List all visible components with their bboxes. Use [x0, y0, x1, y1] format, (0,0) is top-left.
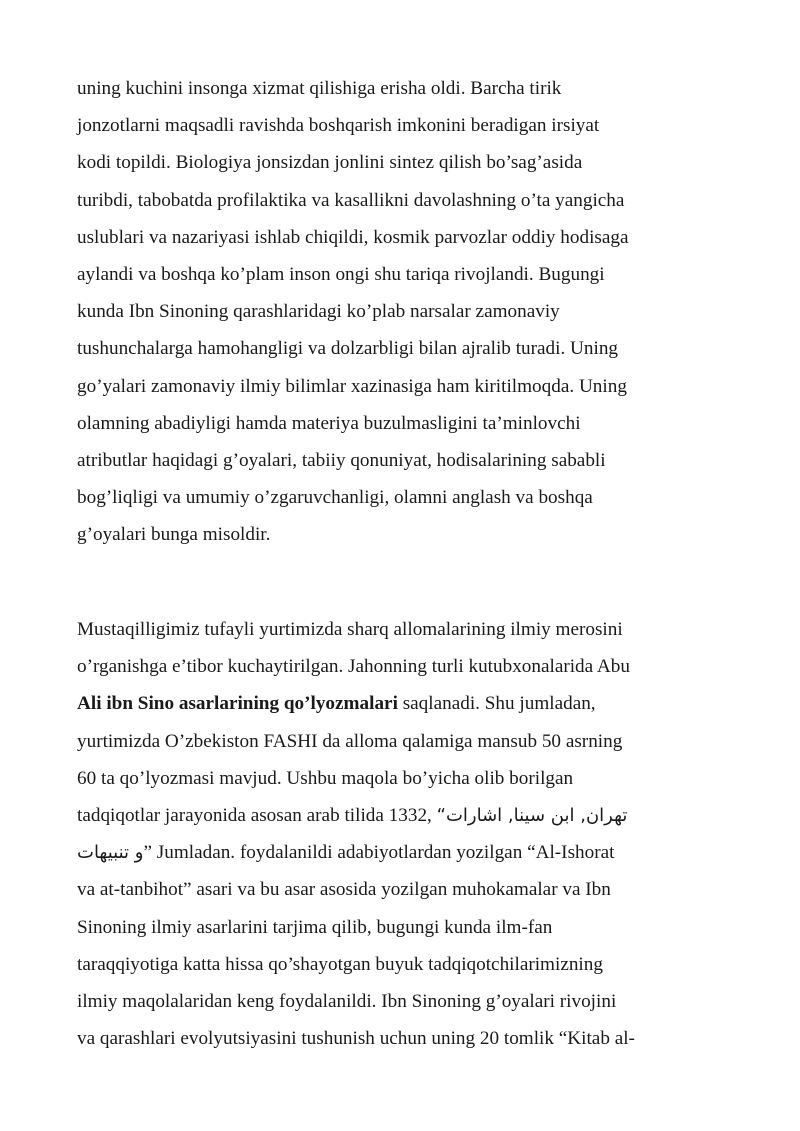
text-line	[77, 834, 737, 871]
text-line	[77, 797, 737, 834]
text-span: saqlanadi. Shu jumladan,	[397, 693, 596, 715]
text-line: kodi topildi. Biologiya jonsizdan jonlini sintez qilish bo’sag’asida	[77, 152, 583, 174]
text-line: Mustaqilligimiz tufayli yurtimizda sharq allomalarining ilmiy merosini	[77, 619, 623, 640]
text-line: taraqqiyotiga katta hissa qo’shayotgan buyuk tadqiqotchilarimizning	[77, 953, 603, 975]
text-line: uslublari va nazariyasi ishlab chiqildi, kosmik parvozlar oddiy hodisaga	[77, 226, 629, 248]
text-line	[77, 685, 737, 722]
text-line: va qarashlari evolyutsiyasini tushunish uchun uning 20 tomlik “Kitab al-	[77, 1028, 635, 1050]
text-line: tushunchalarga hamohangligi va dolzarbligi bilan ajralib turadi. Uning	[77, 338, 619, 360]
text-line: olamning abadiyligi hamda materiya buzulmasligini ta’minlovchi	[77, 412, 581, 434]
text-line: bog’liqligi va umumiy o’zgaruvchanligi, olamni anglash va boshqa	[77, 487, 593, 509]
text-span: tadqiqotlar jarayonida asosan arab tilida 1332,	[77, 804, 437, 826]
arabic-text: تهران, ابن سینا, اشارات“	[436, 804, 628, 826]
text-line: aylandi va boshqa ko’plam inson ongi shu tariqa rivojlandi. Bugungi	[77, 263, 605, 285]
text-line: yurtimizda O’zbekiston FASHI da alloma qalamiga mansub 50 asrning	[77, 730, 623, 752]
text-line: Sinoning ilmiy asarlarini tarjima qilib, bugungi kunda ilm-fan	[77, 916, 553, 938]
paragraph-2	[77, 611, 737, 1057]
text-line: ilmiy maqolalaridan keng foydalanildi. Ibn Sinoning g’oyalari rivojini	[77, 990, 617, 1012]
text-line: kunda Ibn Sinoning qarashlaridagi ko’plab narsalar zamonaviy	[77, 301, 560, 323]
text-line: turibdi, tabobatda profilaktika va kasallikni davolashning o’ta yangicha	[77, 189, 625, 211]
text-line: va at-tanbihot” asari va bu asar asosida yozilgan muhokamalar va Ibn	[77, 879, 611, 901]
text-span: ” Jumladan. foydalanildi adabiyotlardan yozilgan “Al-Ishorat	[143, 842, 615, 864]
text-line: 60 ta qo’lyozmasi mavjud. Ushbu maqola bo’yicha olib borilgan	[77, 767, 574, 789]
text-line: jonzotlarni maqsadli ravishda boshqarish imkonini beradigan irsiyat	[77, 115, 600, 137]
paragraph-1	[77, 70, 737, 553]
text-line: atributlar haqidagi g’oyalari, tabiiy qonuniyat, hodisalarining sababli	[77, 449, 606, 471]
text-line: o’rganishga e’tibor kuchaytirilgan. Jahonning turli kutubxonalarida Abu	[77, 656, 630, 678]
text-line: g’oyalari bunga misoldir.	[77, 524, 271, 546]
bold-phrase: Ali ibn Sino asarlarining qo’lyozmalari	[77, 693, 398, 715]
text-line: go’yalari zamonaviy ilmiy bilimlar xazinasiga ham kiritilmoqda. Uning	[77, 375, 627, 397]
arabic-text: و تنبیهات	[77, 842, 144, 864]
text-line: uning kuchini insonga xizmat qilishiga erisha oldi. Barcha tirik	[77, 78, 562, 99]
